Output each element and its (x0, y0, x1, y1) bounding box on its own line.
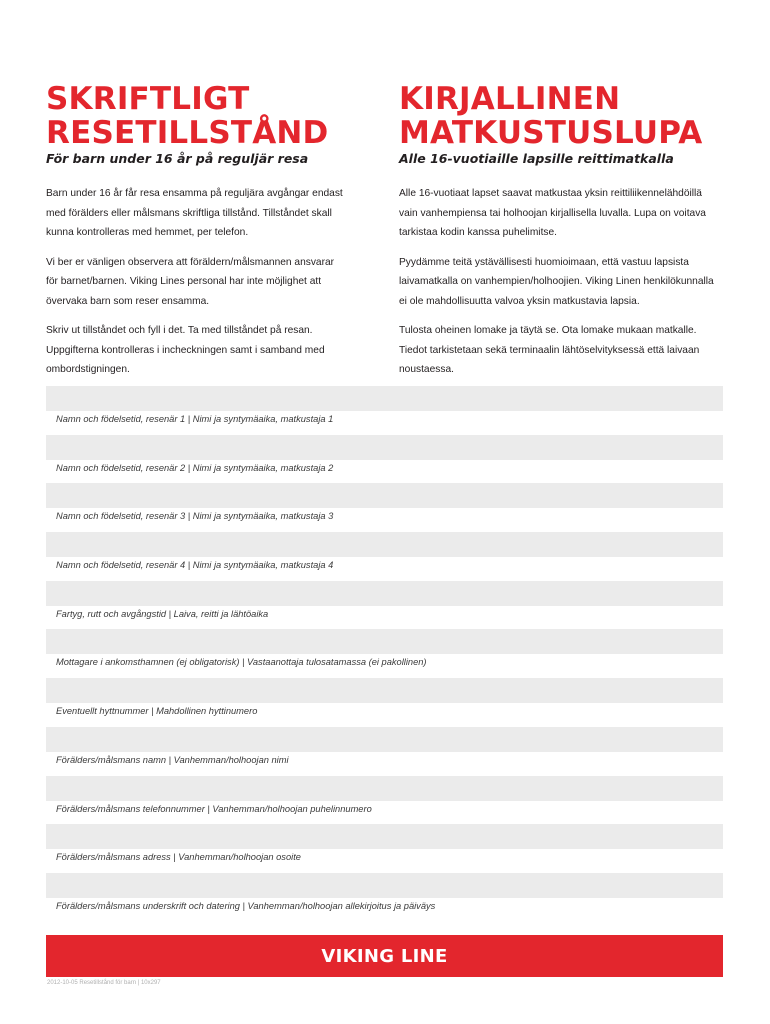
field-traveller-1 (46, 386, 723, 435)
guardian-address-input[interactable] (46, 824, 723, 849)
cabin-number-label: Eventuellt hyttnummer | Mahdollinen hyttinumero (56, 706, 258, 717)
swedish-paragraph-1: Barn under 16 år får resa ensamma på reguljära avgångar endast med förälders eller målsmans skriftliga tillstånd. Tillståndet skall kunna kontrolleras med hemmet, per telefon. (46, 188, 343, 238)
swedish-body (46, 184, 364, 380)
cabin-number-input[interactable] (46, 678, 723, 703)
field-guardian-signature (46, 873, 723, 922)
swedish-paragraph-2: Vi ber er vänligen observera att föräldern/målsmannen ansvarar för barnet/barnen. Viking Lines personal har inte möjlighet att övervaka barn som reser ensamma. (46, 256, 335, 307)
traveller-4-label: Namn och födelsetid, resenär 4 | Nimi ja syntymäaika, matkustaja 4 (56, 560, 334, 571)
recipient-label: Mottagare i ankomsthamnen (ej obligatorisk) | Vastaanottaja tulosatamassa (ei pakollinen) (56, 657, 427, 668)
traveller-2-label: Namn och födelsetid, resenär 2 | Nimi ja syntymäaika, matkustaja 2 (56, 462, 334, 473)
viking-line-logo: VIKING LINE (321, 945, 448, 967)
field-traveller-3 (46, 483, 723, 532)
finnish-paragraph-2: Pyydämme teitä ystävällisesti huomioimaan, että vastuu lapsista laivamatkalla on vanhempien/holhoojien. Viking Linen henkilökunnalla ei ole mahdollisuutta valvoa yksin matkustavia lapsia. (399, 256, 714, 307)
finnish-title-line-2: MATKUSTUSLUPA (399, 115, 703, 151)
guardian-signature-input[interactable] (46, 873, 723, 898)
finnish-column (399, 82, 729, 390)
swedish-subtitle: För barn under 16 år på reguljär resa (46, 151, 309, 166)
swedish-paragraph-3: Skriv ut tillståndet och fyll i det. Ta med tillståndet på resan. Uppgifterna kontrolleras i incheckningen samt i samband med ombordstigningen. (46, 325, 325, 375)
brand-bar (46, 935, 723, 977)
traveller-1-input[interactable] (46, 386, 723, 411)
finnish-paragraph-1: Alle 16-vuotiaat lapset saavat matkustaa yksin reittiliikennelähdöillä vain vanhempiensa tai holhoojan kirjallisella luvalla. Lupa on voitava tarkistaa kodin kanssa puhelimitse. (399, 188, 706, 238)
field-cabin-number (46, 678, 723, 727)
finnish-title (399, 82, 729, 150)
field-ship-route (46, 581, 723, 630)
ship-route-label: Fartyg, rutt och avgångstid | Laiva, reitti ja lähtöaika (56, 608, 269, 619)
traveller-3-label: Namn och födelsetid, resenär 3 | Nimi ja syntymäaika, matkustaja 3 (56, 511, 334, 522)
field-guardian-address (46, 824, 723, 873)
swedish-title-line-1: SKRIFTLIGT (46, 81, 250, 117)
traveller-1-label: Namn och födelsetid, resenär 1 | Nimi ja syntymäaika, matkustaja 1 (56, 414, 334, 424)
field-traveller-4 (46, 532, 723, 581)
guardian-signature-label: Förälders/målsmans underskrift och datering | Vanhemman/holhoojan allekirjoitus ja päiväys (56, 900, 436, 911)
traveller-2-input[interactable] (46, 435, 723, 460)
footer-code: 2012-10-05 Resetillstånd för barn | 10x297 (47, 980, 161, 986)
ship-route-input[interactable] (46, 581, 723, 606)
field-traveller-2 (46, 435, 723, 484)
swedish-title-line-2: RESETILLSTÅND (46, 115, 329, 151)
guardian-phone-input[interactable] (46, 776, 723, 801)
swedish-column (46, 82, 364, 390)
guardian-address-label: Förälders/målsmans adress | Vanhemman/holhoojan osoite (56, 852, 301, 863)
finnish-title-line-1: KIRJALLINEN (399, 81, 621, 117)
form-fields (46, 386, 723, 922)
recipient-input[interactable] (46, 629, 723, 654)
finnish-subtitle: Alle 16-vuotiaille lapsille reittimatkalla (399, 151, 674, 166)
field-guardian-phone (46, 776, 723, 825)
guardian-name-input[interactable] (46, 727, 723, 752)
finnish-body (399, 184, 729, 380)
field-recipient (46, 629, 723, 678)
field-guardian-name (46, 727, 723, 776)
traveller-3-input[interactable] (46, 483, 723, 508)
swedish-title (46, 82, 364, 150)
finnish-paragraph-3: Tulosta oheinen lomake ja täytä se. Ota lomake mukaan matkalle. Tiedot tarkistetaan sekä terminaalin lähtöselvityksessä että laivaan noustaessa. (399, 325, 700, 375)
guardian-name-label: Förälders/målsmans namn | Vanhemman/holhoojan nimi (56, 754, 289, 765)
guardian-phone-label: Förälders/målsmans telefonnummer | Vanhemman/holhoojan puhelinnumero (56, 803, 372, 814)
traveller-4-input[interactable] (46, 532, 723, 557)
